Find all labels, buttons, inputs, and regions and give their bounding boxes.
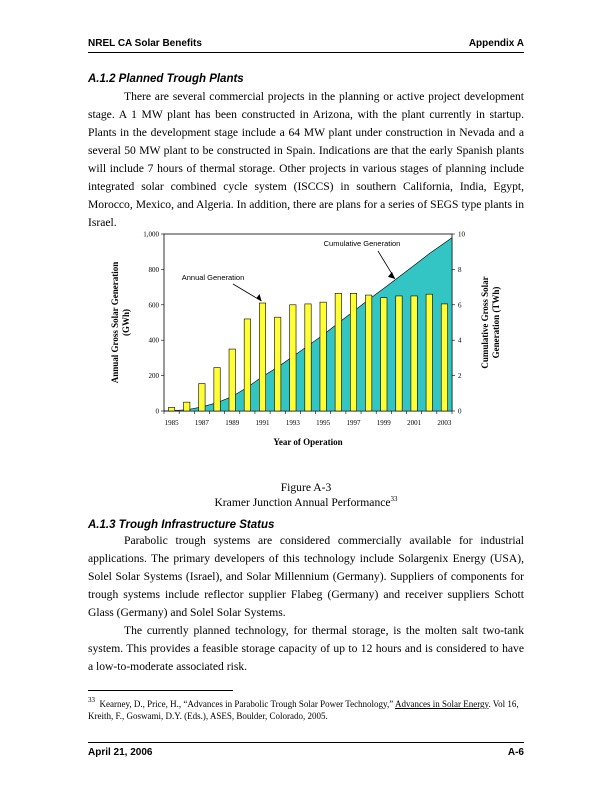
y2-tick-label: 0 (458, 407, 462, 416)
y-axis-title-line: Annual Gross Solar Generation (110, 261, 120, 384)
paragraph: Parabolic trough systems are considered commercially available for industrial applications. The primary developers of this technology include Solargenix Energy (USA), Solel Solar Systems (Israel), and Solar Millennium (Germany). Suppliers of components for trough systems include reflector supplier Flabeg (Germany) and receiver suppliers Schott Glass (Germany) and Solel Solar Systems. (88, 534, 524, 619)
y-axis-title-line: (GWh) (121, 309, 131, 336)
annual-generation-bar (365, 295, 371, 411)
x-tick-label: 1995 (316, 419, 331, 427)
x-axis-title: Year of Operation (273, 437, 343, 447)
annual-generation-bar (244, 319, 250, 411)
footer-date: April 21, 2006 (88, 747, 153, 758)
footnote-text-after: . Vol 16, Kreith, F., Goswami, D.Y. (Eds.), ASES, Boulder, Colorado, 2005. (88, 699, 519, 721)
footnote-rule (88, 690, 233, 691)
annual-generation-bar (275, 317, 281, 411)
x-tick-label: 2003 (437, 419, 452, 427)
footnote-text-before: Kearney, D., Price, H., “Advances in Parabolic Trough Solar Power Technology,” (99, 699, 395, 709)
annual-generation-bar (184, 402, 190, 411)
y2-axis-title-line: Generation (TWh) (491, 286, 501, 359)
footnote (88, 698, 524, 722)
footnote-number: 33 (88, 696, 95, 704)
figure-title-text: Kramer Junction Annual Performance (214, 496, 391, 509)
header-rule (88, 52, 524, 53)
annotation-annual-generation: Annual Generation (181, 273, 245, 282)
footnote-journal-link[interactable]: Advances in Solar Energy (394, 699, 489, 709)
annual-generation-bar (199, 384, 205, 411)
x-tick-label: 2001 (407, 419, 422, 427)
x-tick-label: 1991 (255, 419, 270, 427)
x-tick-label: 1989 (225, 419, 240, 427)
section-body-planned-trough-plants (88, 88, 524, 232)
y-tick-label: 0 (155, 407, 159, 416)
y2-axis-title-line: Cumulative Gross Solar (480, 276, 490, 369)
figure-number: Figure A-3 (280, 481, 332, 494)
figure-title (88, 495, 524, 510)
x-tick-label: 1999 (376, 419, 391, 427)
figure-caption (88, 480, 524, 510)
section-heading-trough-infrastructure: A.1.3 Trough Infrastructure Status (88, 519, 275, 531)
y-tick-label: 400 (148, 336, 159, 345)
footer-rule (88, 742, 524, 743)
footnote-ref[interactable]: 33 (390, 495, 398, 503)
annual-generation-bar (214, 368, 220, 411)
x-tick-label: 1985 (164, 419, 179, 427)
annual-generation-bar (426, 294, 432, 411)
y2-tick-label: 2 (458, 372, 462, 381)
annual-generation-bar (411, 296, 417, 411)
y-tick-label: 200 (148, 372, 159, 381)
y2-tick-label: 8 (458, 265, 462, 274)
y-tick-label: 600 (148, 301, 159, 310)
annual-generation-bar (168, 407, 174, 411)
annual-generation-bar (290, 305, 296, 411)
y-tick-label: 1,000 (143, 230, 159, 239)
y2-tick-label: 6 (458, 301, 462, 310)
annual-generation-bar (350, 293, 356, 411)
x-tick-label: 1997 (346, 419, 361, 427)
kramer-junction-chart (88, 228, 524, 450)
y2-tick-label: 4 (458, 336, 462, 345)
header-left: NREL CA Solar Benefits (88, 38, 202, 49)
annual-generation-bar (335, 293, 341, 411)
y2-tick-label: 10 (458, 230, 465, 239)
x-tick-label: 1987 (194, 419, 209, 427)
annotation-cumulative-generation: Cumulative Generation (323, 239, 401, 248)
annual-generation-bar (381, 298, 387, 411)
section-heading-planned-trough-plants: A.1.2 Planned Trough Plants (88, 73, 244, 85)
page-number: A-6 (507, 747, 524, 758)
annual-generation-bar (396, 296, 402, 411)
header-right: Appendix A (468, 38, 524, 49)
annual-generation-bar (259, 303, 265, 411)
y-tick-label: 800 (148, 265, 159, 274)
section-body-trough-infrastructure (88, 532, 524, 676)
paragraph: The currently planned technology, for thermal storage, is the molten salt two-tank system. This provides a feasible storage capacity of up to 12 hours and is considered to have a low-to-moderate associated risk. (88, 624, 524, 673)
annual-generation-bar (441, 304, 447, 411)
x-tick-label: 1993 (285, 419, 300, 427)
annual-generation-bar (320, 302, 326, 411)
paragraph: There are several commercial projects in the planning or active project development stage. A 1 MW plant has been constructed in Arizona, with the plant currently in startup. Plants in the development stage include a 64 MW plant under construction in Nevada and a several 50 MW plant to be constructed in Spain. Indications are that the early Spanish plants will include 7 hours of thermal storage. Other projects in various stages of planning include integrated solar combined cycle system (ISCCS) in southern California, India, Egypt, Morocco, Mexico, and Algeria. In addition, there are plans for a series of SEGS type plants in Israel. (88, 90, 524, 229)
annual-generation-bar (229, 349, 235, 411)
annual-generation-bar (305, 304, 311, 411)
